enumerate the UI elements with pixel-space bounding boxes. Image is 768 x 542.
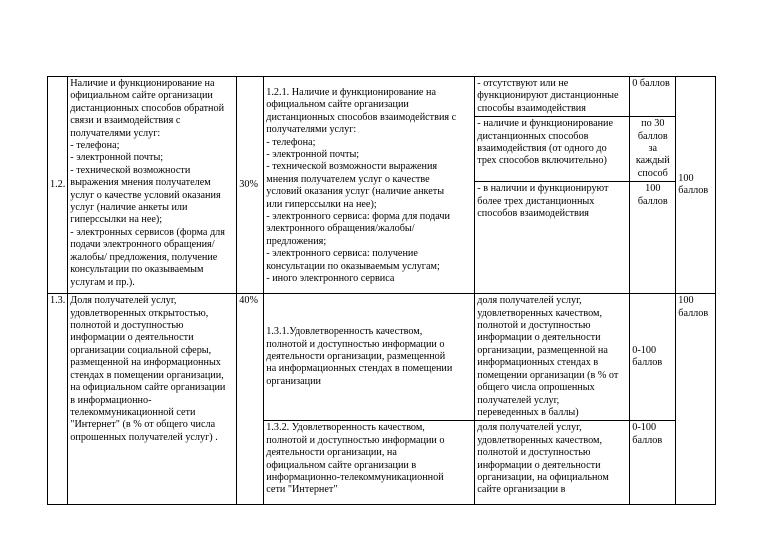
row-number: 1.2. — [48, 77, 68, 294]
criterion-cell: Наличие и функционирование на официальном сайте организации дистанционных способов обратной связи и взаимодействия с получателями услуг: - телефона; - электронной почты; - технической возможности выражения мнения получателем услуг о качестве условий оказания услуг (наличие анкеты или гиперссылки на нее); - электронных сервисов (форма для подачи электронного обращения/ жалобы/ предложения, получение консультации по оказываемым услугам и пр.). — [68, 77, 237, 294]
criteria-table — [47, 76, 716, 505]
weight-cell: 30% — [237, 77, 264, 294]
score-cell: 0-100 баллов — [630, 294, 676, 421]
max-score-cell: 100 баллов — [676, 294, 716, 505]
criterion-cell: Доля получателей услуг, удовлетворенных открытостью, полнотой и доступностью информации о деятельности организации социальной сферы, размещенной на информационных стендах в помещении организации, на официальном сайте организации в информационно- телекоммуникационной сети "Интернет" (в % от общего числа опрошенных получателей услуг) . — [68, 294, 237, 505]
max-score-cell: 100 баллов — [676, 77, 716, 294]
weight-cell: 40% — [237, 294, 264, 505]
value-cell: доля получателей услуг, удовлетворенных качеством, полнотой и доступностью информации о деятельности организации, на официальном сайте организации в — [475, 421, 630, 505]
score-cell: по 30 баллов за каждый способ — [630, 117, 676, 182]
value-cell: - наличие и функционирование дистанционных способов взаимодействия (от одного до трех способов включительно) — [475, 117, 630, 182]
table-row — [48, 294, 716, 421]
score-cell: 0-100 баллов — [630, 421, 676, 505]
table-row — [48, 77, 716, 117]
value-cell: - отсутствуют или не функционируют дистанционные способы взаимодействия — [475, 77, 630, 117]
indicator-cell: 1.3.2. Удовлетворенность качеством, полнотой и доступностью информации о деятельности организации, на официальном сайте организации в информационно-телекоммуникационной сети "Интернет" — [264, 421, 475, 505]
row-number: 1.3. — [48, 294, 68, 505]
indicator-cell: 1.2.1. Наличие и функционирование на официальном сайте организации дистанционных способов взаимодействия с получателями услуг: - телефона; - электронной почты; - технической возможности выражения мнения получателем услуг о качестве условий оказания услуг (наличие анкеты или гиперссылки на нее); - электронного сервиса: форма для подачи электронного обращения/жалобы/ предложения; - электронного сервиса: получение консультации по оказываемым услугам; - иного электронного сервиса — [264, 77, 475, 294]
score-cell: 100 баллов — [630, 182, 676, 294]
value-cell: доля получателей услуг, удовлетворенных качеством, полнотой и доступностью информации о деятельности организации, размещенной на информационных стендах в помещении организации (в % от общего числа опрошенных получателей услуг, переведенных в баллы) — [475, 294, 630, 421]
score-cell: 0 баллов — [630, 77, 676, 117]
value-cell: - в наличии и функционируют более трех дистанционных способов взаимодействия — [475, 182, 630, 294]
indicator-cell: 1.3.1.Удовлетворенность качеством, полнотой и доступностью информации о деятельности организации, размещенной на информационных стендах в помещении организации — [264, 294, 475, 421]
